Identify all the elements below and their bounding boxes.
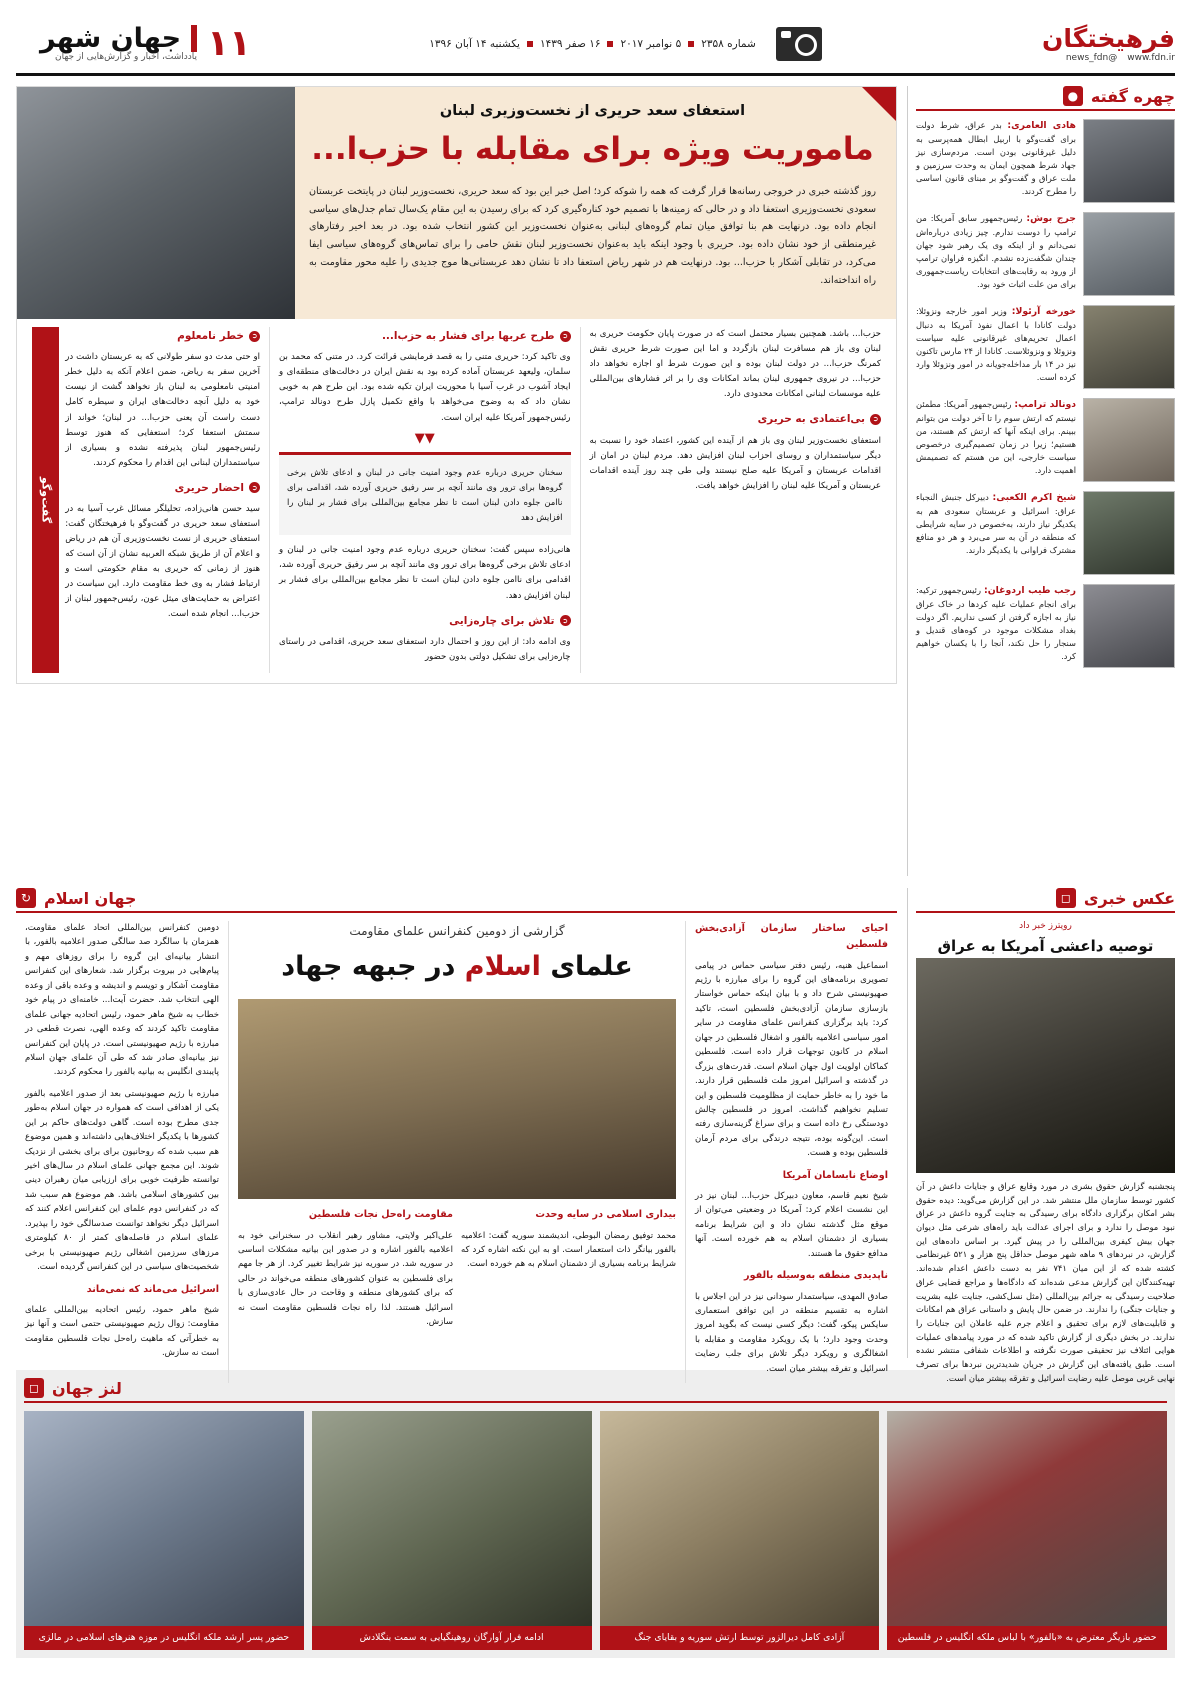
face-name: رجب طیب اردوغان: <box>983 585 1076 596</box>
lead-paragraph: سید حسن هانی‌زاده، تحلیلگر مسائل غرب آسیا به در استعفای سعد حریری در گفت‌وگو با فرهیختگان گفت: استعفای حریری از نست نخست‌وزیری آن هم در ریاض و اعلام آن از طریق شبکه العربیه نشان از آن است که هنوز از زمانی که حریری به مقام حکومتی است و ارتباط فشار به وی خط مقاومت دارد. این سیاست در اعتراض به حمایت‌های میثل عون، رئیس‌جمهور لبنان از حزب‌ا... انجام شده است. <box>65 504 260 620</box>
islam-title-part-c: در جبهه جهاد <box>281 951 456 983</box>
issue-number: شماره ۲۳۵۸ <box>701 37 756 50</box>
islam-column-1 <box>685 921 897 1383</box>
globe-icon: ↻ <box>16 888 36 908</box>
masthead-social <box>1066 53 1175 63</box>
face-quote: رئیس‌جمهور آمریکا: مطمئن نیستم که ارتش سوم را تا آخر دولت من بتوانم ببینم. برای اینکه آنها که ارتش کم هستند، من هستیم؛ زیرا در زمان تصمیم‌گیری درخصوص سیاست خارجی، این من هستم که تصمیمش اهمیت دارد. <box>916 399 1076 475</box>
corner-wedge-decoration <box>862 87 896 121</box>
middle-block <box>16 888 1175 1383</box>
islam-world-header <box>16 888 897 913</box>
isis-fighters-photo <box>916 958 1175 1173</box>
rohingya-refugees-photo <box>312 1411 592 1626</box>
islam-title-part-b: اسلام <box>464 951 541 983</box>
face-photo <box>1083 491 1175 575</box>
face-item <box>916 305 1175 389</box>
face-text <box>916 584 1076 668</box>
islam-paragraph: صادق المهدی، سیاستمدار سودانی نیز در این اجلاس با اشاره به تقسیم منطقه در این توافق استعماری سایکس پیکو، گفت: دیگر کسی نیست که بگوید امروز وحدت وجود دارد؛ با یک رویکرد مقاومت و مقابله با اشغالگری و رویکرد دیگر تلاش برای جلب رضایت اسرائیل و تفرقه بیشتر میان است. <box>695 1291 888 1374</box>
islam-title-part-a: علمای <box>550 951 633 983</box>
date-gregorian: ۵ نوامبر ۲۰۱۷ <box>620 37 682 50</box>
face-name: خورخه آرئولا: <box>1011 306 1076 317</box>
bullet-icon: ➲ <box>249 482 260 493</box>
islam-world-grid <box>16 921 897 1383</box>
lead-subhead-text: خطر نامعلوم <box>177 330 244 342</box>
lead-subhead <box>279 612 571 630</box>
face-item <box>916 491 1175 575</box>
islam-paragraph: شیخ نعیم قاسم، معاون دبیرکل حزب‌ا... لبنان نیز در این نشست اعلام کرد: آمریکا در وضعیتی می‌توان از موقع مثل گذشته نشان داد و این شرایط برنامه بسیاری از دشمنان اسلام به هم خورده است. آنها مدافع حقوق ما هستند. <box>695 1191 888 1259</box>
lead-paragraph: وی ادامه داد: از این روز و احتمال دارد استعفای سعد حریری، اقدامی در راستای چاره‌زایی برای تشکیل دولتی بدون حضور <box>279 636 571 662</box>
lead-paragraph: هانی‌زاده سپس گفت: سخنان حریری درباره عدم وجود امنیت جانی در لبنان و ادعای تلاش برخی گروه‌ها برای ترور وی مانند آنچه بر سر رفیق حریری آورده شد، اقدامی برای ناامن جلوه دادن لبنان است تا نظر مجامع بین‌المللی برای فشار بر لبنان افزایش دهد. <box>279 545 571 601</box>
lens-caption: حضور پسر ارشد ملکه انگلیس در موزه هنرهای اسلامی در مالزی <box>24 1626 304 1650</box>
faces-section-title: چهره گفته <box>1090 86 1175 106</box>
face-photo <box>1083 305 1175 389</box>
lead-columns <box>17 319 896 683</box>
masthead-paper-brand <box>1000 14 1175 73</box>
lead-kicker: استعفای سعد حریری از نخست‌وزیری لبنان <box>439 103 746 119</box>
face-quote: وزیر امور خارجه ونزوئلا: دولت کانادا با اعمال نفوذ آمریکا به دنبال اعمال تحریم‌های غیرقانونی علیه سیاست ونزوئلا و ونزوئلاست. کانادا از ۲۴ مارس تاکنون نیز در ۱۴ بار مداخله‌جویانه در امور ونزوئلا وارد کرده است. <box>916 306 1076 382</box>
masthead-section <box>16 14 251 73</box>
islam-subhead: مقاومت راه‌حل نجات فلسطین <box>308 1209 453 1221</box>
masthead-dateline <box>251 14 1000 73</box>
lead-intro: روز گذشته خبری در خروجی رسانه‌ها قرار گرفت که همه را شوکه کرد؛ اصل خبر این بود که سعد حریری، نخست‌وزیر لبنان در پایتخت عربستان سعودی نخست‌وزیری استعفا داد و در حالی که زمینه‌ها با تصمیم خود کناره‌گیری کرد که برای رسیدن به این مقام یک‌سال تمام جدل‌های سیاسی انجام داده بود. درنهایت هم بنا توافق میان تمام گروه‌های لبنانی به‌عنوان نخست‌وزیر این کشور انتخاب شده بود. در بعد اخیر رفتارهای غیرمنطقی از خود نشان داده بود. حریری با وجود اینکه باید به‌عنوان نخست‌وزیر لبنان نقش حامی را برای تماس‌های گروه‌های سیاسی ایفا می‌کرد، در تقابلی آشکار با حزب‌ا... بود. درنهایت هم در شهر ریاض استعفا داد تا نشان دهد عربستانی‌ها موج جدیدی را علیه محور مقاومت به راه انداخته‌اند. <box>309 185 876 286</box>
bullet-icon: ➲ <box>249 331 260 342</box>
islam-main-title <box>238 944 676 990</box>
lead-subhead-text: بی‌اعتمادی به حریری <box>757 413 865 426</box>
lead-subhead <box>65 327 260 345</box>
woman-protest-palestine-photo <box>887 1411 1167 1626</box>
lead-column-1 <box>580 327 891 673</box>
islam-column-3 <box>16 921 228 1383</box>
war-debris-syria-photo <box>600 1411 880 1626</box>
page-number: ۱۱ <box>207 23 251 64</box>
lead-column-2 <box>269 327 580 673</box>
lens-cell <box>600 1411 880 1650</box>
bullet-icon: ➲ <box>560 615 571 626</box>
faces-section-header <box>916 86 1175 111</box>
lens-cell <box>887 1411 1167 1650</box>
islam-column-center <box>228 921 685 1383</box>
islam-subhead: اسرائیل می‌ماند که نمی‌ماند <box>86 1283 219 1295</box>
prince-charles-malaysia-photo <box>24 1411 304 1626</box>
lead-paragraph: حزب‌ا... باشد. همچنین بسیار محتمل است که در صورت پایان حکومت حریری به لبنان وی باز هم مسافرت لبنان بازگردد و اما این صورت شرط حریری نقش کمرنگ حزب‌ا... در دولت لبنان بوده و این صورت شرط او اجازه نخواهد داد حزب‌ا... در نیروی جمهوری لبنان بماند امکانات وی را بر اثر فشارهای بین‌المللی علیه موسسات لبنانی امکانات محدودی دارد. <box>589 329 881 400</box>
face-quote: رئیس‌جمهور سابق آمریکا: من ترامپ را دوست ندارم. چیز زیادی درباره‌اش نمی‌دانم و از اینکه وی یک رهبر شود جهان چندان شگفت‌زده نشدم. انگیزه فراوان ترامپ از ورود به رقابت‌های انتخابات ریاست‌جمهوری برای من علت اثبات خود بود. <box>916 213 1076 289</box>
face-item <box>916 119 1175 203</box>
bullet-icon: ➲ <box>870 414 881 425</box>
saad-hariri-portrait <box>17 87 295 319</box>
photo-news-header <box>916 888 1175 913</box>
camera-icon: ◻ <box>1056 888 1076 908</box>
islam-paragraph: مبارزه با رژیم صهیونیستی بعد از صدور اعلامیه بالفور یکی از اهدافی است که همواره در جهان اسلام به‌طور جدی مطرح بوده است. گاهی دولت‌های حاکم بر این کشورها با یکدیگر اختلاف‌هایی داشته‌اند و همین موضوع هم سبب شده که روحانیون برای برای بخشی از نزدیک شوند. این مجمع جهانی علمای اسلام در سال‌های اخیر توانسته ظرفیت خوبی برای ارزیابی میان رهبران دینی بین کشورهای اسلامی باشد. هم موضوع هم سبب شد که در کنفرانس دوم علمای این کنفرانس اعلام کنند که اسرائیل دیگر نخواهد توانست صدسالگی خود را بپذیرد. علمای اسلام در فاصله‌های کمتر از ۸۰ کیلومتری مرزهای سرزمین اشغالی رژیم صهیونیستی با برخی شخصیت‌های سیاسی در این کنفرانس گردیده است. <box>25 1088 219 1273</box>
lead-paragraph: او حتی مدت دو سفر طولانی که به عربستان داشت در آخرین سفر به ریاض، ضمن اعلام آنکه به دلیل خطر امنیتی نامعلومی به لبنان باز نخواهد گشت از نیست خود به دلیل آنچه دخالت‌های ایران و سیطره کامل دست راست آن یعنی حزب‌ا... در لبنان؛ خواند از سمتش استعفا کرد؛ استعفایی که هنوز توسط رئیس‌جمهور لبنان پذیرفته نشده و بسیاری از سیاستمداران لبنانی این اقدام را محکوم کردند. <box>65 352 260 468</box>
telegram-handle[interactable]: @news_fdn <box>1065 53 1118 63</box>
bullet-icon: ➲ <box>560 331 571 342</box>
islam-paragraph: دومین کنفرانس بین‌المللی اتحاد علمای مقاومت، همزمان با سالگرد صد سالگی صدور اعلامیه بالفور، با انتشار بیانیه‌ای این گروه را برای روزهای مهم و پیام‌هایی در بیروت برگزار شد. شعارهای این کنفرانس مقاومت آشکار و تویسم و اندیشه و وعده باقی از وعده الهی انتخاب شد. حضرت آیت‌ا... خامنه‌ای در پیام خود خطاب به شیخ ماهر حمود، رئیس اتحادیه جهانی علمای مقاومت تاکید کردند که وعده الهی، نصرت قطعی در مبارزه با رژیم صهیونیستی است. در پایان این کنفرانس نیز بیانیه‌ای صادر شد که طی آن علمای جهان اسلام پایبندی انگلیس به بیانیه بالفور را محکوم کردند. <box>25 923 219 1078</box>
lead-headline: ماموریت ویژه برای مقابله با حزب‌ا... <box>311 131 874 167</box>
photo-news-title: عکس خبری <box>1083 888 1175 908</box>
separator-square <box>607 41 613 47</box>
lens-caption: آزادی کامل دیرالزور توسط ارتش سوریه و بقایای جنگ <box>600 1626 880 1650</box>
lead-subhead <box>590 410 882 428</box>
chevron-down-icon: ▼▼ <box>414 430 435 446</box>
face-item <box>916 398 1175 482</box>
islam-subhead: اوضاع نابسامان آمریکا <box>782 1169 888 1181</box>
islam-subhead: احیای ساختار سازمان آزادی‌بخش فلسطین <box>695 923 888 951</box>
islam-paragraph: اسماعیل هنیه، رئیس دفتر سیاسی حماس در پیامی تصویری برنامه‌های این گروه را برای مبارزه با رژیم صهیونیستی شرح داد و با بیان اینکه حماس خواستار بازسازی سازمان آزادی‌بخش فلسطین است، تاکید کرد: باید برگزاری کنفرانس علمای مقاومت در سایر امور سیاسی اعلامیه بالفور و اشغال فلسطین در جهان اسلام در کانون توجهات قرار داده است. فلسطین کماکان اولویت اول جهان اسلام است. قدرت‌های بزرگ در گذشته و اسرائیل امروز ملت فلسطین قرار دارند. ما خود را به خاطر حمایت از مظلومیت فلسطین و این تسلیم نخواهیم گذاشت. امروز در فلسطین چالش دودستگی رخ داده است و برای سراغ گزینه‌سازی رفته است. این‌گونه بوده، نتیجه درندگی برای مردم آرمان فلسطین بوده و هست. <box>695 960 888 1159</box>
camera-icon: ◻ <box>24 1378 44 1398</box>
face-item <box>916 584 1175 668</box>
masthead <box>16 14 1175 76</box>
date-row <box>429 38 756 50</box>
islam-world-column <box>16 888 897 1374</box>
lead-article <box>16 86 897 876</box>
face-item <box>916 212 1175 296</box>
lens-cell <box>24 1411 304 1650</box>
lens-title: لنز جهان <box>52 1378 122 1398</box>
section-title: جهان شهر <box>40 25 197 52</box>
conference-of-clerics-photo <box>238 999 676 1199</box>
paper-logo <box>1042 24 1175 53</box>
lead-pullquote: سخنان حریری درباره عدم وجود امنیت جانی در لبنان و ادعای تلاش برخی گروه‌ها برای ترور وی مانند آنچه بر سر رفیق حریری آورده شد، اقدامی برای ناامن جلوه دادن لبنان است تا نظر مجامع بین‌المللی برای فشار بر لبنان را افزایش دهد <box>279 452 571 536</box>
section-subtitle: یادداشت، اخبار و گزارش‌هایی از جهان <box>54 52 198 62</box>
top-block <box>16 86 1175 876</box>
faces-column <box>907 86 1175 876</box>
islam-paragraph: شیخ ماهر حمود، رئیس اتحادیه بین‌المللی علمای مقاومت: زوال رژیم صهیونیستی حتمی است و آنها نیز به خطرآتی که ماهیت راه‌حل نجات فلسطین مقاومت است نه سازش. <box>25 1304 219 1359</box>
separator-square <box>688 41 694 47</box>
face-name: شیخ اکرم الکعبی: <box>992 492 1076 503</box>
face-photo <box>1083 398 1175 482</box>
paper-name: فرهیختگان <box>1042 24 1175 53</box>
lead-column-3 <box>23 327 269 673</box>
lead-article-box <box>16 86 897 684</box>
camera-icon <box>776 27 822 61</box>
website-url[interactable]: www.fdn.ir <box>1127 53 1175 63</box>
photo-news-column <box>907 888 1175 1383</box>
lead-paragraph: وی تاکید کرد: حریری متنی را به قصد فرمایشی قرائت کرد. در متنی که محمد بن سلمان، ولیعهد عربستان آماده کرده بود به نقش ایران در دخالت‌های منطقه‌ای و ایجاد آشوب در غرب آسیا با محوریت ایران تکیه شده بود. این طرح هم به خوبی نشان داد که به وضوح می‌خواهد با واقع تکمیل پازل طرح دونالد ترامپ، رئیس‌جمهور آمریکا علیه ایران است. <box>279 352 571 423</box>
face-photo <box>1083 119 1175 203</box>
face-text <box>916 212 1076 296</box>
face-photo <box>1083 584 1175 668</box>
lead-subhead-text: طرح عربها برای فشار به حزب‌ا... <box>381 330 555 342</box>
islam-subtitle: گزارشی از دومین کنفرانس علمای مقاومت <box>349 924 565 938</box>
face-text <box>916 119 1076 203</box>
face-name: جرج بوش: <box>1026 213 1076 224</box>
photo-news-headline: توصیه داعشی آمریکا به عراق <box>937 937 1154 955</box>
lens-block <box>16 1370 1175 1658</box>
islam-subhead: ناپدیدی منطقه به‌وسیله بالفور <box>744 1270 888 1282</box>
face-photo <box>1083 212 1175 296</box>
lead-text-area <box>295 87 896 319</box>
face-name: هادی العامری: <box>1007 120 1076 131</box>
date-jalali: یکشنبه ۱۴ آبان ۱۳۹۶ <box>429 37 520 50</box>
lead-subhead <box>279 327 571 345</box>
photo-news-source: رویترز خبر داد <box>1019 921 1072 931</box>
lens-caption: حضور بازیگر معترض به «بالفور» با لباس ملکه انگلیس در فلسطین <box>887 1626 1167 1650</box>
islam-paragraph: محمد توفیق رمضان البوطی، اندیشمند سوریه گفت: اعلامیه بالفور بیانگر ذات استعمار است. او به این نکته اشاره کرد که شرایط برنامه بسیاری از دشمنان اسلام به هم خورده است. <box>461 1230 676 1270</box>
interview-tab-label: گفت‌وگو <box>32 327 59 673</box>
separator-square <box>527 41 533 47</box>
lens-cell <box>312 1411 592 1650</box>
face-text <box>916 491 1076 575</box>
face-quote: دبیرکل جنبش النجباء عراق: اسرائیل و عربستان سعودی هم به یکدیگر نیاز دارند، به‌خصوص در سایه شرایطی که منطقه در آن به سر می‌برد و هر دو منافع مشترک فراوانی با یکدیگر دارند. <box>916 492 1076 555</box>
lead-photo <box>17 87 295 319</box>
person-icon: ● <box>1063 86 1083 106</box>
lead-subhead <box>65 479 260 497</box>
face-text <box>916 398 1076 482</box>
lens-grid <box>24 1411 1167 1650</box>
face-name: دونالد ترامپ: <box>1014 399 1077 410</box>
lens-caption: ادامه فرار آوارگان روهینگیایی به سمت بنگلادش <box>312 1626 592 1650</box>
face-text <box>916 305 1076 389</box>
lead-subhead-text: تلاش برای چاره‌زایی <box>449 614 555 627</box>
photo-news-text: پنجشنبه گزارش حقوق بشری در مورد وقایع عراق و جنایات داعش در آن کشور توسط سازمان ملل منتشر شد. در این گزارش می‌گوید: دیده حقوق بشر امکان برگزاری دادگاه برای رسیدگی به جنایت گروه داعش در عراق نبود موصل را ندارد و برای اجرای عدالت باید راه‌های شرعی مثل دیوان جهان بیش کیفری بین‌المللی را در پیش گیرد. بر اساس داده‌های این گزارش، در نبردهای ۹ ماهه شهر موصل حداقل پنج هزار و ۵۲۱ غیرنظامی کشته شده که از این میان ۷۴۱ نفر به دست داعش اعدام شده‌اند. تهیه‌کنندگان این گزارش مدعی شده‌اند که دادگاه‌ها و مراجع قضایی عراق صلاحیت رسیدگی به جرائم بین‌المللی (مثل نسل‌کشی، جنایت علیه بشریت و جنایات جنگی) را ندارند. در ضمن حال پایش و داستانی عراق هم امکانات و قابلیت‌های لازم برای تحقیق و اعلام جرم علیه عاملان این جنایات را ندارند. در بخش دیگری از گزارش تاکید شده که در مورد پیامدهای عملیات هوایی ائتلاف نیز تحقیقی صورت نگرفته و اطلاعات شفافی منتشر نشده است. طبق یافته‌های این گزارش در جریان شدیدترین نبردها برای تصرف نهایی غربی موصل علیه رضایت اسرائیل و تقرقه بیشتر میان است. <box>916 1181 1175 1383</box>
islam-world-title: جهان اسلام <box>44 888 137 908</box>
islam-subhead: بیداری اسلامی در سایه وحدت <box>535 1209 676 1221</box>
face-quote: بدر عراق، شرط دولت برای گفت‌وگو با اربیل ابطال همه‌پرسی به دلیل غیرقانونی بودن است. مردم‌سازی نیز جهاد شرط همچون ایمان به وحدت سرزمین و ملت عراق و گفت‌وگو بر مبنای قانون اساسی را مطرح کردند. <box>916 120 1076 196</box>
face-quote: رئیس‌جمهور ترکیه: برای انجام عملیات علیه کردها در خاک عراق نیاز به اجازه گرفتن از کسی نداریم. اگر دولت بغداد مشکلات موجود در کوه‌های قندیل و سنجار را حل نکند، آنجا را با یکسان خواهیم کرد. <box>916 585 1076 661</box>
lead-hero <box>17 87 896 319</box>
lead-subhead-text: احضار حریری <box>174 481 244 494</box>
date-hijri: ۱۶ صفر ۱۴۳۹ <box>539 37 601 50</box>
lead-paragraph: استعفای نخست‌وزیر لبنان وی باز هم از آینده این کشور، اعتماد خود را نسبت به دیگر سیاستمداران و روسای احزاب لبنان افزایش دهد. مردم لبنان در امان از اقدامات عربستان و آمریکا علیه صلح نیستند ولی طی چند روز آینده اقدامات عربستان و آمریکا علیه لبنان را افزایش خواهد یافت. <box>589 435 881 491</box>
islam-paragraph: علی‌اکبر ولایتی، مشاور رهبر انقلاب در سخنرانی خود به اعلامیه بالفور اشاره و در صدور این بیانیه مشکلات اساسی در سوریه شد. در سوریه نیز شرایط تغییر کرد. از هر جا مهم برای فلسطین به عنوان کشورهای منطقه می‌خواند در حالی که برای کشورهای منطقه و وقاحت در حال عادی‌سازی با اسرائیل هستند. لذا راه نجات فلسطین مقاومت است نه سازش. <box>238 1230 453 1328</box>
